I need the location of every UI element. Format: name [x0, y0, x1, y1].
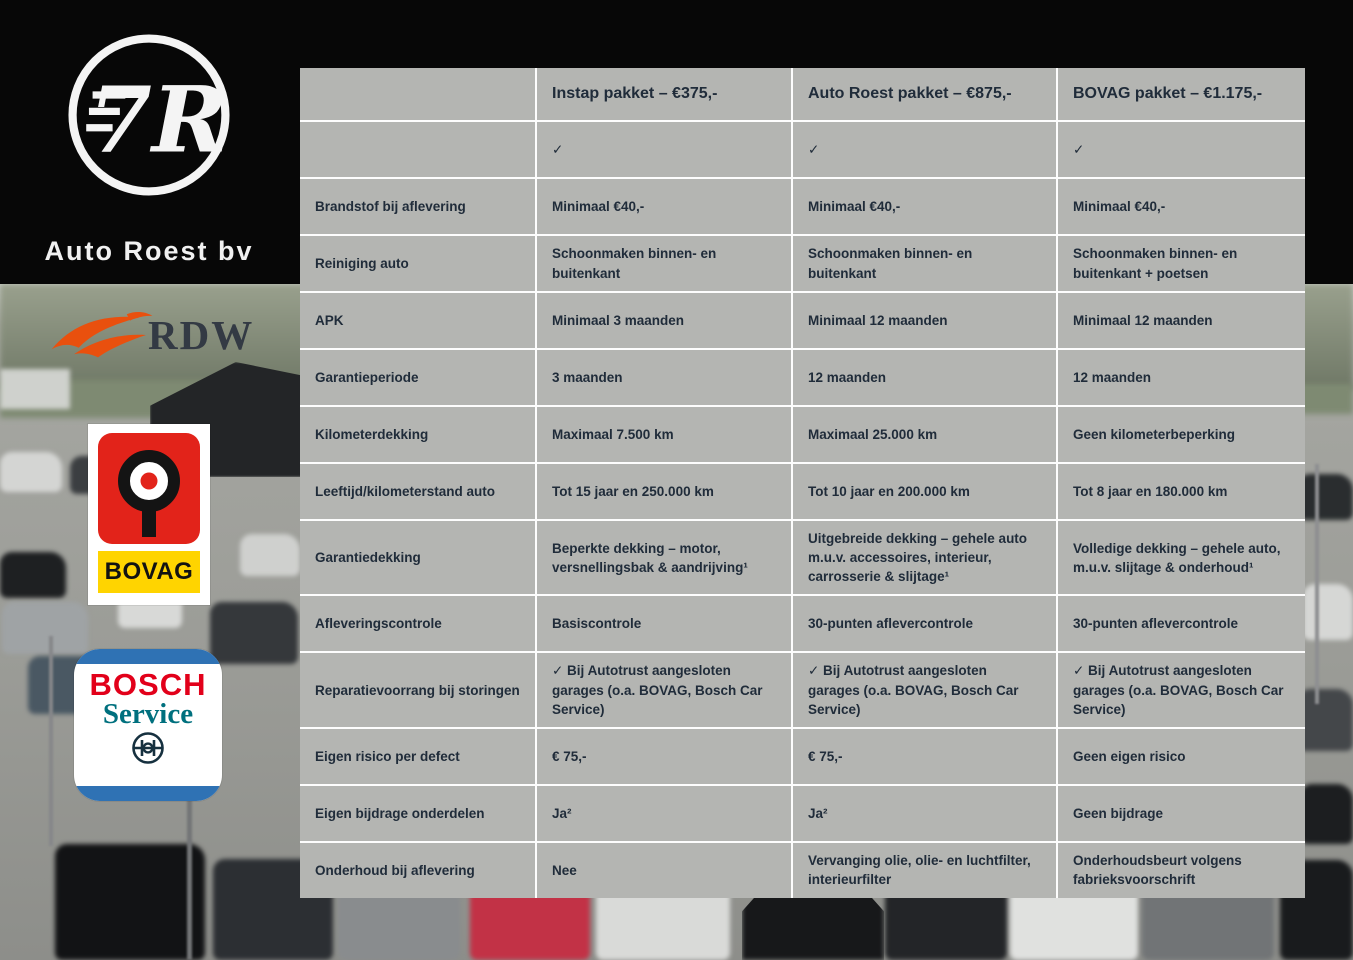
lamp-post — [187, 792, 192, 960]
bosch-frame-bottom — [74, 786, 222, 801]
table-cell: 30-punten aflevercontrole — [793, 596, 1056, 651]
row-label-garantieperiode: Garantieperiode — [300, 350, 535, 405]
column-header-instap-pakket: Instap pakket – €375,- — [537, 68, 791, 120]
table-cell: Uitgebreide dekking – gehele auto m.u.v. accessoires, interieur, carrosserie & slijtage¹ — [793, 521, 1056, 594]
row-label-reparatievoorrang: Reparatievoorrang bij storingen — [300, 653, 535, 726]
row-label-garantiedekking: Garantiedekking — [300, 521, 535, 594]
table-cell: 12 maanden — [793, 350, 1056, 405]
car-silhouette — [0, 552, 66, 598]
row-label-brandstof: Brandstof bij aflevering — [300, 179, 535, 234]
car-silhouette — [1298, 474, 1353, 520]
building-silhouette — [0, 369, 70, 409]
table-cell: € 75,- — [793, 729, 1056, 784]
row-label-apk: APK — [300, 293, 535, 348]
package-comparison-table — [300, 68, 1305, 898]
bovag-wordmark: BOVAG — [98, 551, 200, 593]
car-silhouette — [0, 452, 62, 492]
lamp-post — [1315, 464, 1319, 704]
table-cell: ✓ Bij Autotrust aangesloten garages (o.a. BOVAG, Bosch Car Service) — [537, 653, 791, 726]
table-cell: Maximaal 7.500 km — [537, 407, 791, 462]
table-cell: Onderhoudsbeurt volgens fabrieksvoorschrift — [1058, 843, 1305, 898]
table-cell: Minimaal €40,- — [537, 179, 791, 234]
table-cell: Minimaal 3 maanden — [537, 293, 791, 348]
row-label-leeftijd: Leeftijd/kilometerstand auto — [300, 464, 535, 519]
table-cell: Minimaal €40,- — [1058, 179, 1305, 234]
column-header-auto-roest-pakket: Auto Roest pakket – €875,- — [793, 68, 1056, 120]
car-silhouette — [2, 602, 88, 654]
bovag-emblem-icon — [98, 433, 200, 544]
table-cell: Ja² — [793, 786, 1056, 841]
table-cell: 12 maanden — [1058, 350, 1305, 405]
car-silhouette — [55, 844, 205, 960]
table-cell: € 75,- — [537, 729, 791, 784]
rdw-flame-icon — [50, 304, 154, 366]
table-cell: Schoonmaken binnen- en buitenkant — [537, 236, 791, 291]
row-label-eigen-risico: Eigen risico per defect — [300, 729, 535, 784]
table-cell: ✓ Bij Autotrust aangesloten garages (o.a. BOVAG, Bosch Car Service) — [793, 653, 1056, 726]
table-cell: Tot 15 jaar en 250.000 km — [537, 464, 791, 519]
column-header-bovag-pakket: BOVAG pakket – €1.175,- — [1058, 68, 1305, 120]
bosch-armature-icon — [130, 730, 166, 766]
table-cell: Beperkte dekking – motor, versnellingsbak & aandrijving¹ — [537, 521, 791, 594]
lamp-post — [49, 636, 53, 846]
table-cell: Ja² — [537, 786, 791, 841]
car-silhouette — [1298, 689, 1353, 751]
row-label-eigen-bijdrage: Eigen bijdrage onderdelen — [300, 786, 535, 841]
table-cell: Geen kilometerbeperking — [1058, 407, 1305, 462]
bosch-service-wordmark: Service — [102, 697, 194, 730]
table-cell: Schoonmaken binnen- en buitenkant + poetsen — [1058, 236, 1305, 291]
row-label-included — [300, 122, 535, 177]
row-label-afleveringscontrole: Afleveringscontrole — [300, 596, 535, 651]
table-cell: Basiscontrole — [537, 596, 791, 651]
table-cell: Vervanging olie, olie- en luchtfilter, interieurfilter — [793, 843, 1056, 898]
bovag-logo — [88, 424, 210, 605]
table-cell: Geen bijdrage — [1058, 786, 1305, 841]
car-silhouette — [1300, 784, 1353, 844]
brand-name: Auto Roest bv — [44, 236, 254, 266]
bosch-frame-top — [74, 649, 222, 664]
table-cell: 30-punten aflevercontrole — [1058, 596, 1305, 651]
check-cell: ✓ — [793, 122, 1056, 177]
table-cell: ✓ Bij Autotrust aangesloten garages (o.a. BOVAG, Bosch Car Service) — [1058, 653, 1305, 726]
rdw-logo — [50, 304, 254, 366]
car-silhouette — [1303, 584, 1353, 640]
table-corner-cell — [300, 68, 535, 120]
bosch-wordmark: BOSCH — [89, 667, 207, 702]
table-cell: Nee — [537, 843, 791, 898]
auto-roest-logo-icon — [58, 24, 240, 206]
rdw-wordmark: RDW — [148, 312, 255, 358]
row-label-kilometerdekking: Kilometerdekking — [300, 407, 535, 462]
bosch-service-logo — [74, 649, 222, 801]
row-label-reiniging: Reiniging auto — [300, 236, 535, 291]
car-silhouette — [240, 534, 300, 576]
table-cell: Geen eigen risico — [1058, 729, 1305, 784]
table-cell: Minimaal €40,- — [793, 179, 1056, 234]
brand-monogram: 7R — [88, 67, 228, 174]
check-cell: ✓ — [1058, 122, 1305, 177]
car-silhouette — [210, 602, 298, 664]
table-cell: Minimaal 12 maanden — [793, 293, 1056, 348]
table-cell: Tot 8 jaar en 180.000 km — [1058, 464, 1305, 519]
table-cell: Minimaal 12 maanden — [1058, 293, 1305, 348]
table-cell: Maximaal 25.000 km — [793, 407, 1056, 462]
table-cell: Schoonmaken binnen- en buitenkant — [793, 236, 1056, 291]
check-cell: ✓ — [537, 122, 791, 177]
table-cell: 3 maanden — [537, 350, 791, 405]
table-cell: Volledige dekking – gehele auto, m.u.v. slijtage & onderhoud¹ — [1058, 521, 1305, 594]
table-cell: Tot 10 jaar en 200.000 km — [793, 464, 1056, 519]
row-label-onderhoud: Onderhoud bij aflevering — [300, 843, 535, 898]
